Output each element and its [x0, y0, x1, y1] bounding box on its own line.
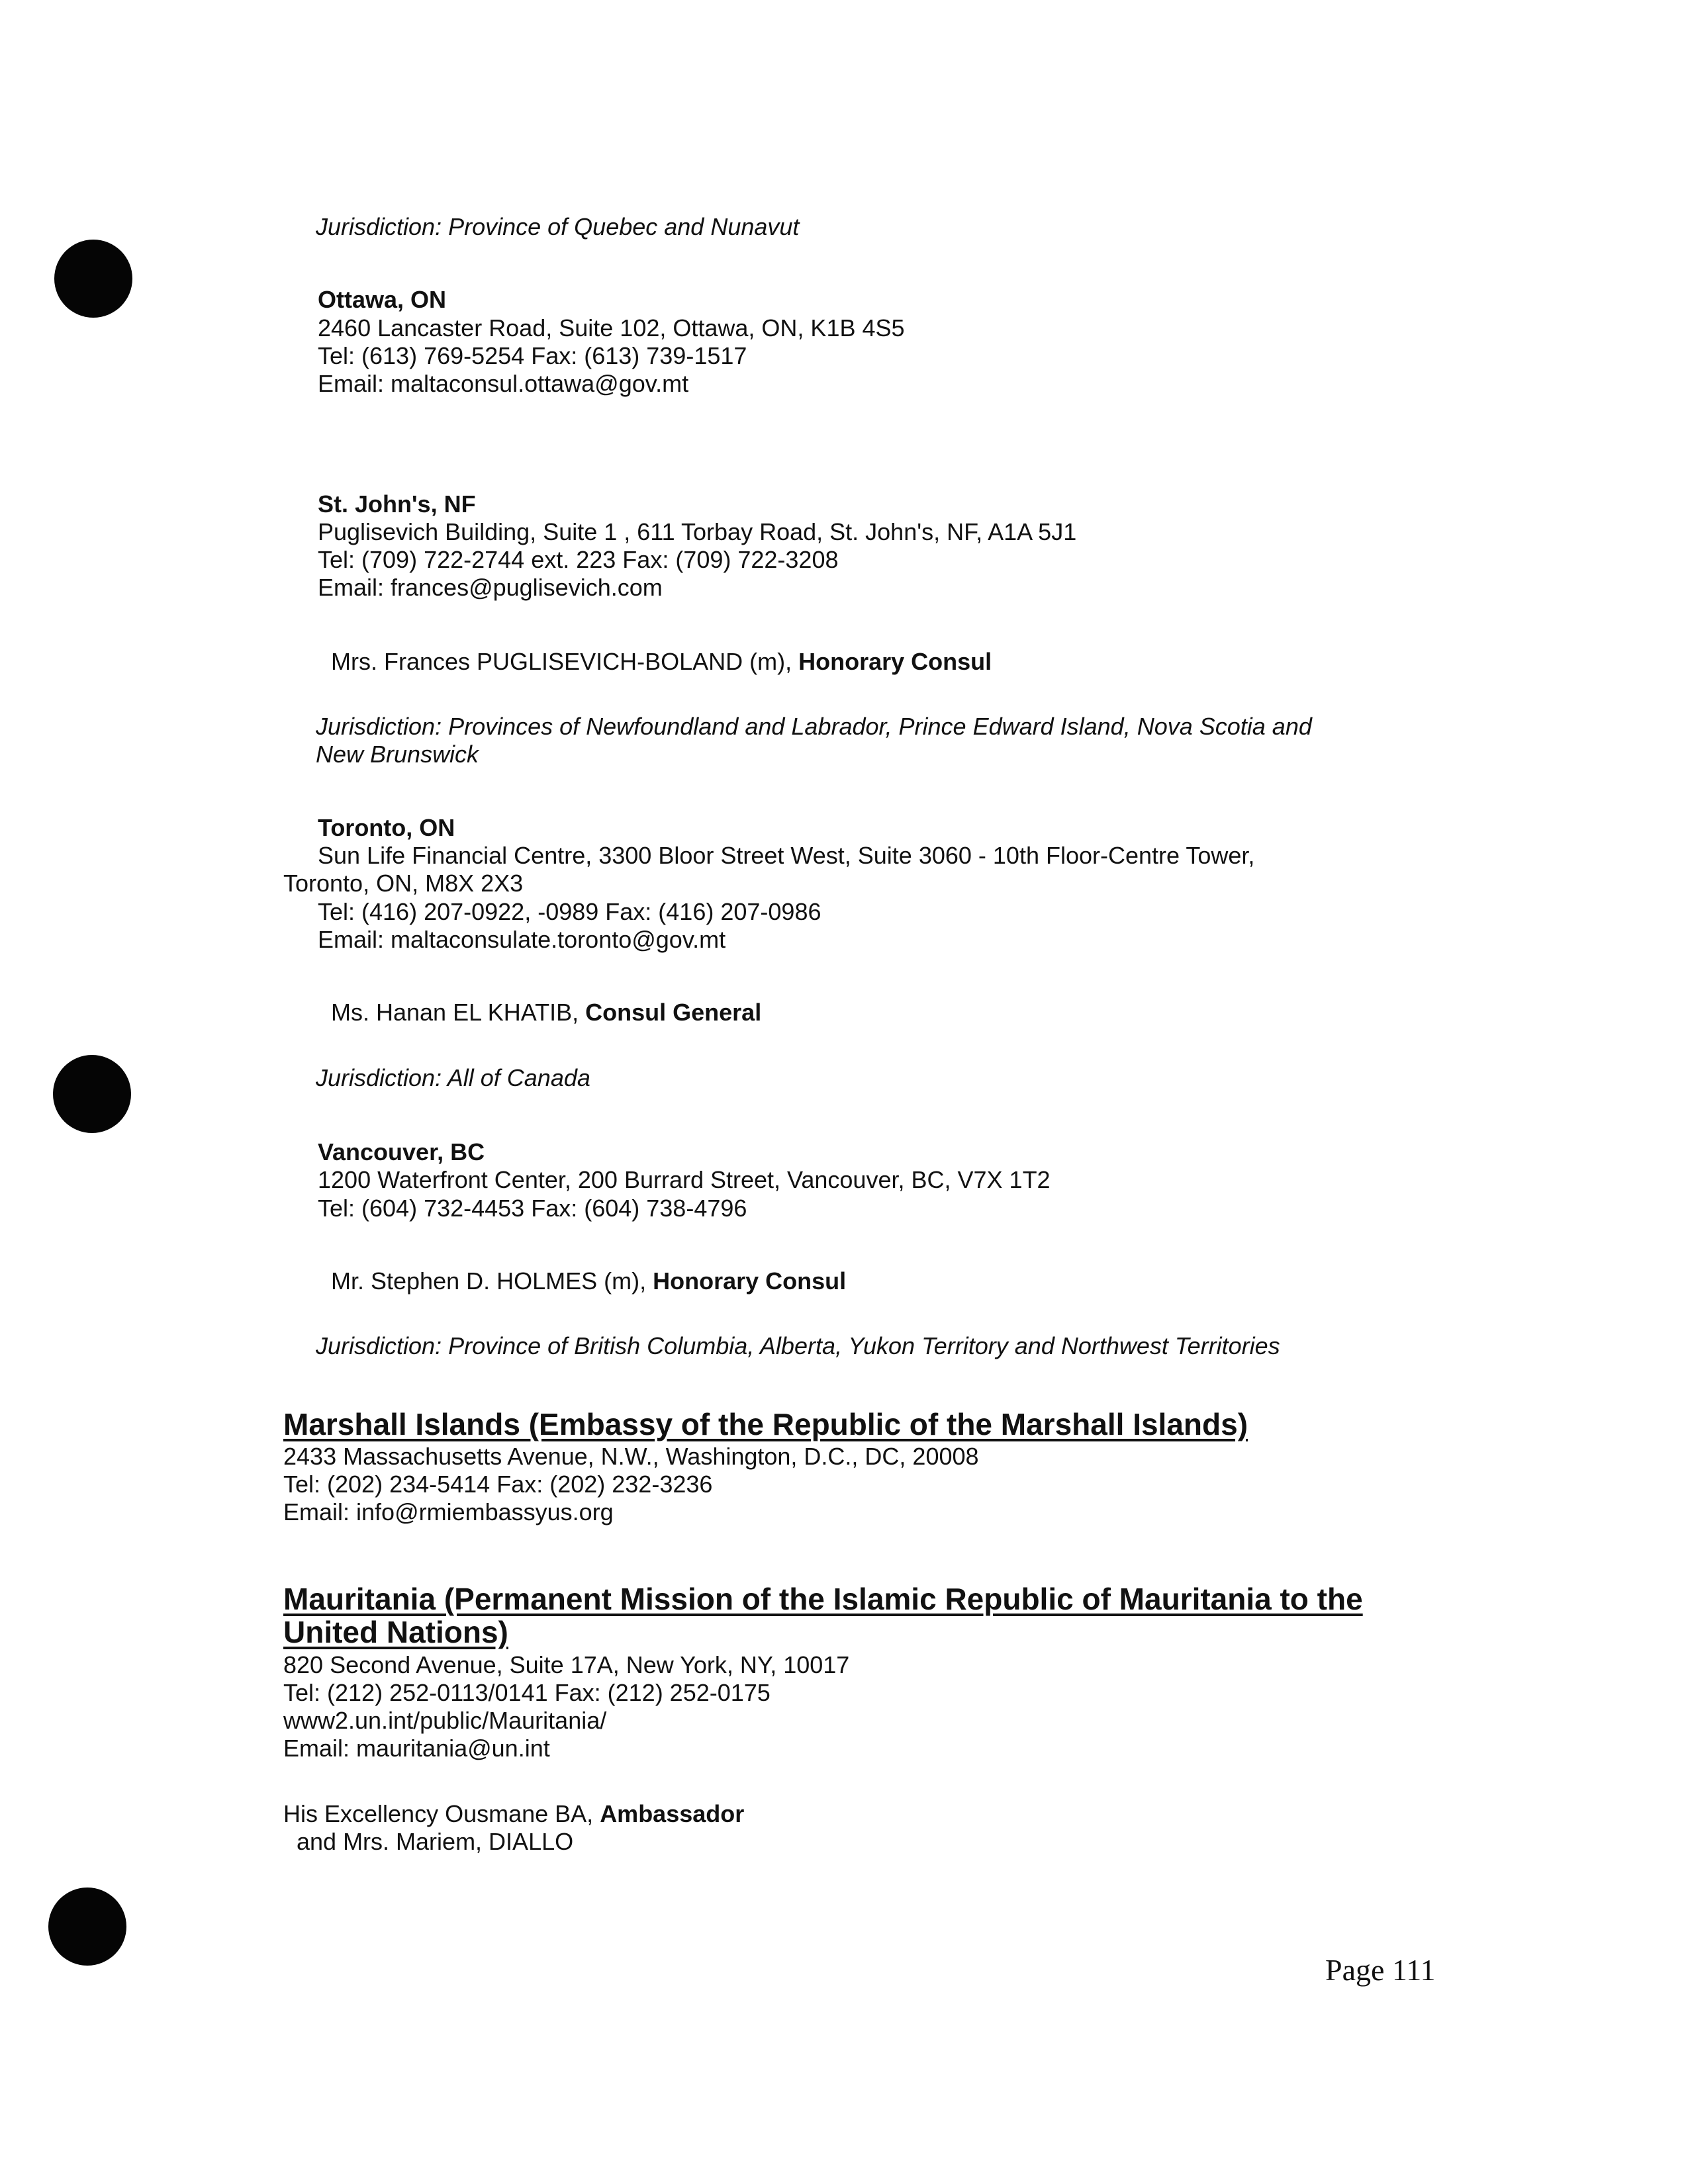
stjohns-address: Puglisevich Building, Suite 1 , 611 Torbay Road, St. John's, NF, A1A 5J1	[318, 518, 1077, 545]
toronto-jurisdiction: Jurisdiction: All of Canada	[316, 1064, 590, 1091]
stjohns-email: Email: frances@puglisevich.com	[318, 574, 663, 601]
country-heading-mauritania-line2: United Nations)	[283, 1615, 508, 1649]
ottawa-address: 2460 Lancaster Road, Suite 102, Ottawa, ON, K1B 4S5	[318, 314, 905, 341]
page-number: Page 111	[1325, 1953, 1436, 1987]
punch-hole-bottom	[48, 1888, 126, 1966]
city-toronto: Toronto, ON	[318, 814, 455, 841]
toronto-consul	[331, 999, 761, 1026]
mauritania-website: www2.un.int/public/Mauritania/	[283, 1707, 607, 1734]
consul-title: Honorary Consul	[653, 1267, 847, 1295]
stjohns-jurisdiction-line2: New Brunswick	[316, 741, 479, 768]
vancouver-phone: Tel: (604) 732-4453 Fax: (604) 738-4796	[318, 1195, 747, 1222]
consul-title: Consul General	[585, 999, 762, 1026]
vancouver-consul	[331, 1267, 846, 1295]
toronto-phone: Tel: (416) 207-0922, -0989 Fax: (416) 207-0986	[318, 898, 821, 925]
mauritania-phone: Tel: (212) 252-0113/0141 Fax: (212) 252-0175	[283, 1679, 771, 1706]
consul-title: Honorary Consul	[798, 648, 992, 675]
marshall-email: Email: info@rmiembassyus.org	[283, 1498, 614, 1525]
toronto-email: Email: maltaconsulate.toronto@gov.mt	[318, 926, 726, 953]
punch-hole-top	[54, 240, 132, 318]
vancouver-jurisdiction: Jurisdiction: Province of British Columbia, Alberta, Yukon Territory and Northwest Territories	[316, 1332, 1280, 1359]
vancouver-address: 1200 Waterfront Center, 200 Burrard Street, Vancouver, BC, V7X 1T2	[318, 1166, 1051, 1193]
ottawa-phone: Tel: (613) 769-5254 Fax: (613) 739-1517	[318, 342, 747, 369]
ambassador-title: Ambassador	[600, 1800, 745, 1827]
ambassador-name: His Excellency Ousmane BA,	[283, 1800, 600, 1827]
consul-name: Ms. Hanan EL KHATIB,	[331, 999, 586, 1026]
toronto-address-line2: Toronto, ON, M8X 2X3	[283, 870, 524, 897]
marshall-phone: Tel: (202) 234-5414 Fax: (202) 232-3236	[283, 1471, 713, 1498]
consul-name: Mrs. Frances PUGLISEVICH-BOLAND (m),	[331, 648, 799, 675]
stjohns-jurisdiction-line1: Jurisdiction: Provinces of Newfoundland and Labrador, Prince Edward Island, Nova Scotia and	[316, 713, 1312, 740]
city-vancouver: Vancouver, BC	[318, 1138, 485, 1165]
punch-hole-middle	[53, 1055, 131, 1133]
stjohns-consul	[331, 648, 992, 676]
country-heading-marshall-islands: Marshall Islands (Embassy of the Republic of the Marshall Islands)	[283, 1407, 1248, 1441]
mauritania-address: 820 Second Avenue, Suite 17A, New York, NY, 10017	[283, 1651, 850, 1678]
mauritania-email: Email: mauritania@un.int	[283, 1735, 550, 1762]
mauritania-spouse: and Mrs. Mariem, DIALLO	[297, 1828, 574, 1855]
city-ottawa: Ottawa, ON	[318, 286, 447, 313]
jurisdiction-quebec: Jurisdiction: Province of Quebec and Nunavut	[316, 213, 800, 240]
toronto-address-line1: Sun Life Financial Centre, 3300 Bloor Street West, Suite 3060 - 10th Floor-Centre Tower,	[318, 842, 1255, 869]
stjohns-phone: Tel: (709) 722-2744 ext. 223 Fax: (709) 722-3208	[318, 546, 839, 573]
ottawa-email: Email: maltaconsul.ottawa@gov.mt	[318, 370, 689, 397]
city-st-johns: St. John's, NF	[318, 490, 476, 518]
consul-name: Mr. Stephen D. HOLMES (m),	[331, 1267, 653, 1295]
country-heading-mauritania-line1: Mauritania (Permanent Mission of the Islamic Republic of Mauritania to the	[283, 1582, 1363, 1616]
marshall-address: 2433 Massachusetts Avenue, N.W., Washington, D.C., DC, 20008	[283, 1443, 979, 1470]
mauritania-ambassador	[283, 1800, 744, 1828]
